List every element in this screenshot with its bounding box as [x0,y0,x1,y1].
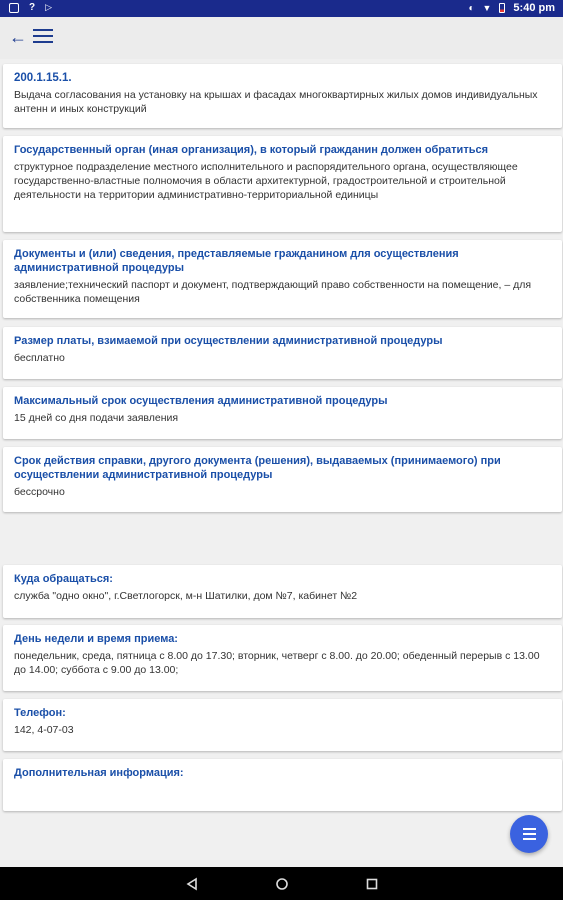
contact-value: служба "одно окно", г.Светлогорск, м-н Шатилки, дом №7, кабинет №2 [14,590,358,602]
contact-title: Телефон: [14,707,66,719]
contact-card [3,625,562,691]
system-nav-bar [0,867,563,900]
play-store-icon: ▷ [45,2,53,12]
contact-card [3,699,562,751]
contact-title: День недели и время приема: [14,633,178,645]
contact-card [3,565,562,618]
gallery-icon [9,3,19,13]
help-icon: ? [29,2,36,13]
procedure-code: 200.1.15.1. [14,72,72,84]
home-circle-icon[interactable] [275,877,289,891]
section-value: структурное подразделение местного исполнительного и распорядительного органа, осуществляющее государственно-властные полномочия в области архитектурной, градостроительной и строительной деятельности на территории административно-территориальной единицы [14,161,518,201]
status-time: 5:40 pm [513,2,555,14]
status-bar [0,0,563,17]
list-menu-icon[interactable] [510,815,548,853]
app-toolbar [0,17,563,59]
section-card [3,240,562,318]
section-title: Максимальный срок осуществления административной процедуры [14,395,388,407]
contact-title: Дополнительная информация: [14,767,184,779]
wifi-icon: ▼ [482,3,492,13]
procedure-card [3,64,562,128]
procedure-name: Выдача согласования на установку на крышах и фасадах многоквартирных жилых домов индивидуальных антенн и иных конструкций [14,89,538,115]
section-title: Государственный орган (иная организация), в который гражданин должен обратиться [14,144,488,156]
section-value: 15 дней со дня подачи заявления [14,412,179,424]
section-card [3,327,562,379]
section-card [3,136,562,232]
contact-card [3,759,562,811]
section-value: заявление;технический паспорт и документ, подтверждающий право собственности на помещение, – для собственника помещения [14,279,532,305]
hamburger-menu-icon[interactable] [33,29,53,45]
section-card [3,447,562,512]
back-arrow-icon[interactable]: ← [9,27,27,47]
section-value: бесплатно [14,352,65,364]
section-card [3,387,562,439]
do-not-disturb-icon: ◐ [468,2,475,14]
section-title: Срок действия справки, другого документа (решения), выдаваемых (принимаемого) при осуществлении административной процедуры [14,455,501,481]
back-triangle-icon[interactable] [185,877,199,891]
section-title: Размер платы, взимаемой при осуществлении административной процедуры [14,335,443,347]
recents-square-icon[interactable] [365,877,379,891]
section-title: Документы и (или) сведения, представляемые гражданином для осуществления административной процедуры [14,248,459,274]
contact-value: понедельник, среда, пятница с 8.00 до 17.30; вторник, четверг с 8.00. до 20.00; обеденный перерыв с 13.00 до 14.00; суббота с 9.00 до 13.00; [14,650,540,676]
battery-low-icon [499,3,505,13]
contact-title: Куда обращаться: [14,573,113,585]
section-value: бессрочно [14,486,65,498]
contact-value[interactable]: 142, 4-07-03 [14,724,74,736]
